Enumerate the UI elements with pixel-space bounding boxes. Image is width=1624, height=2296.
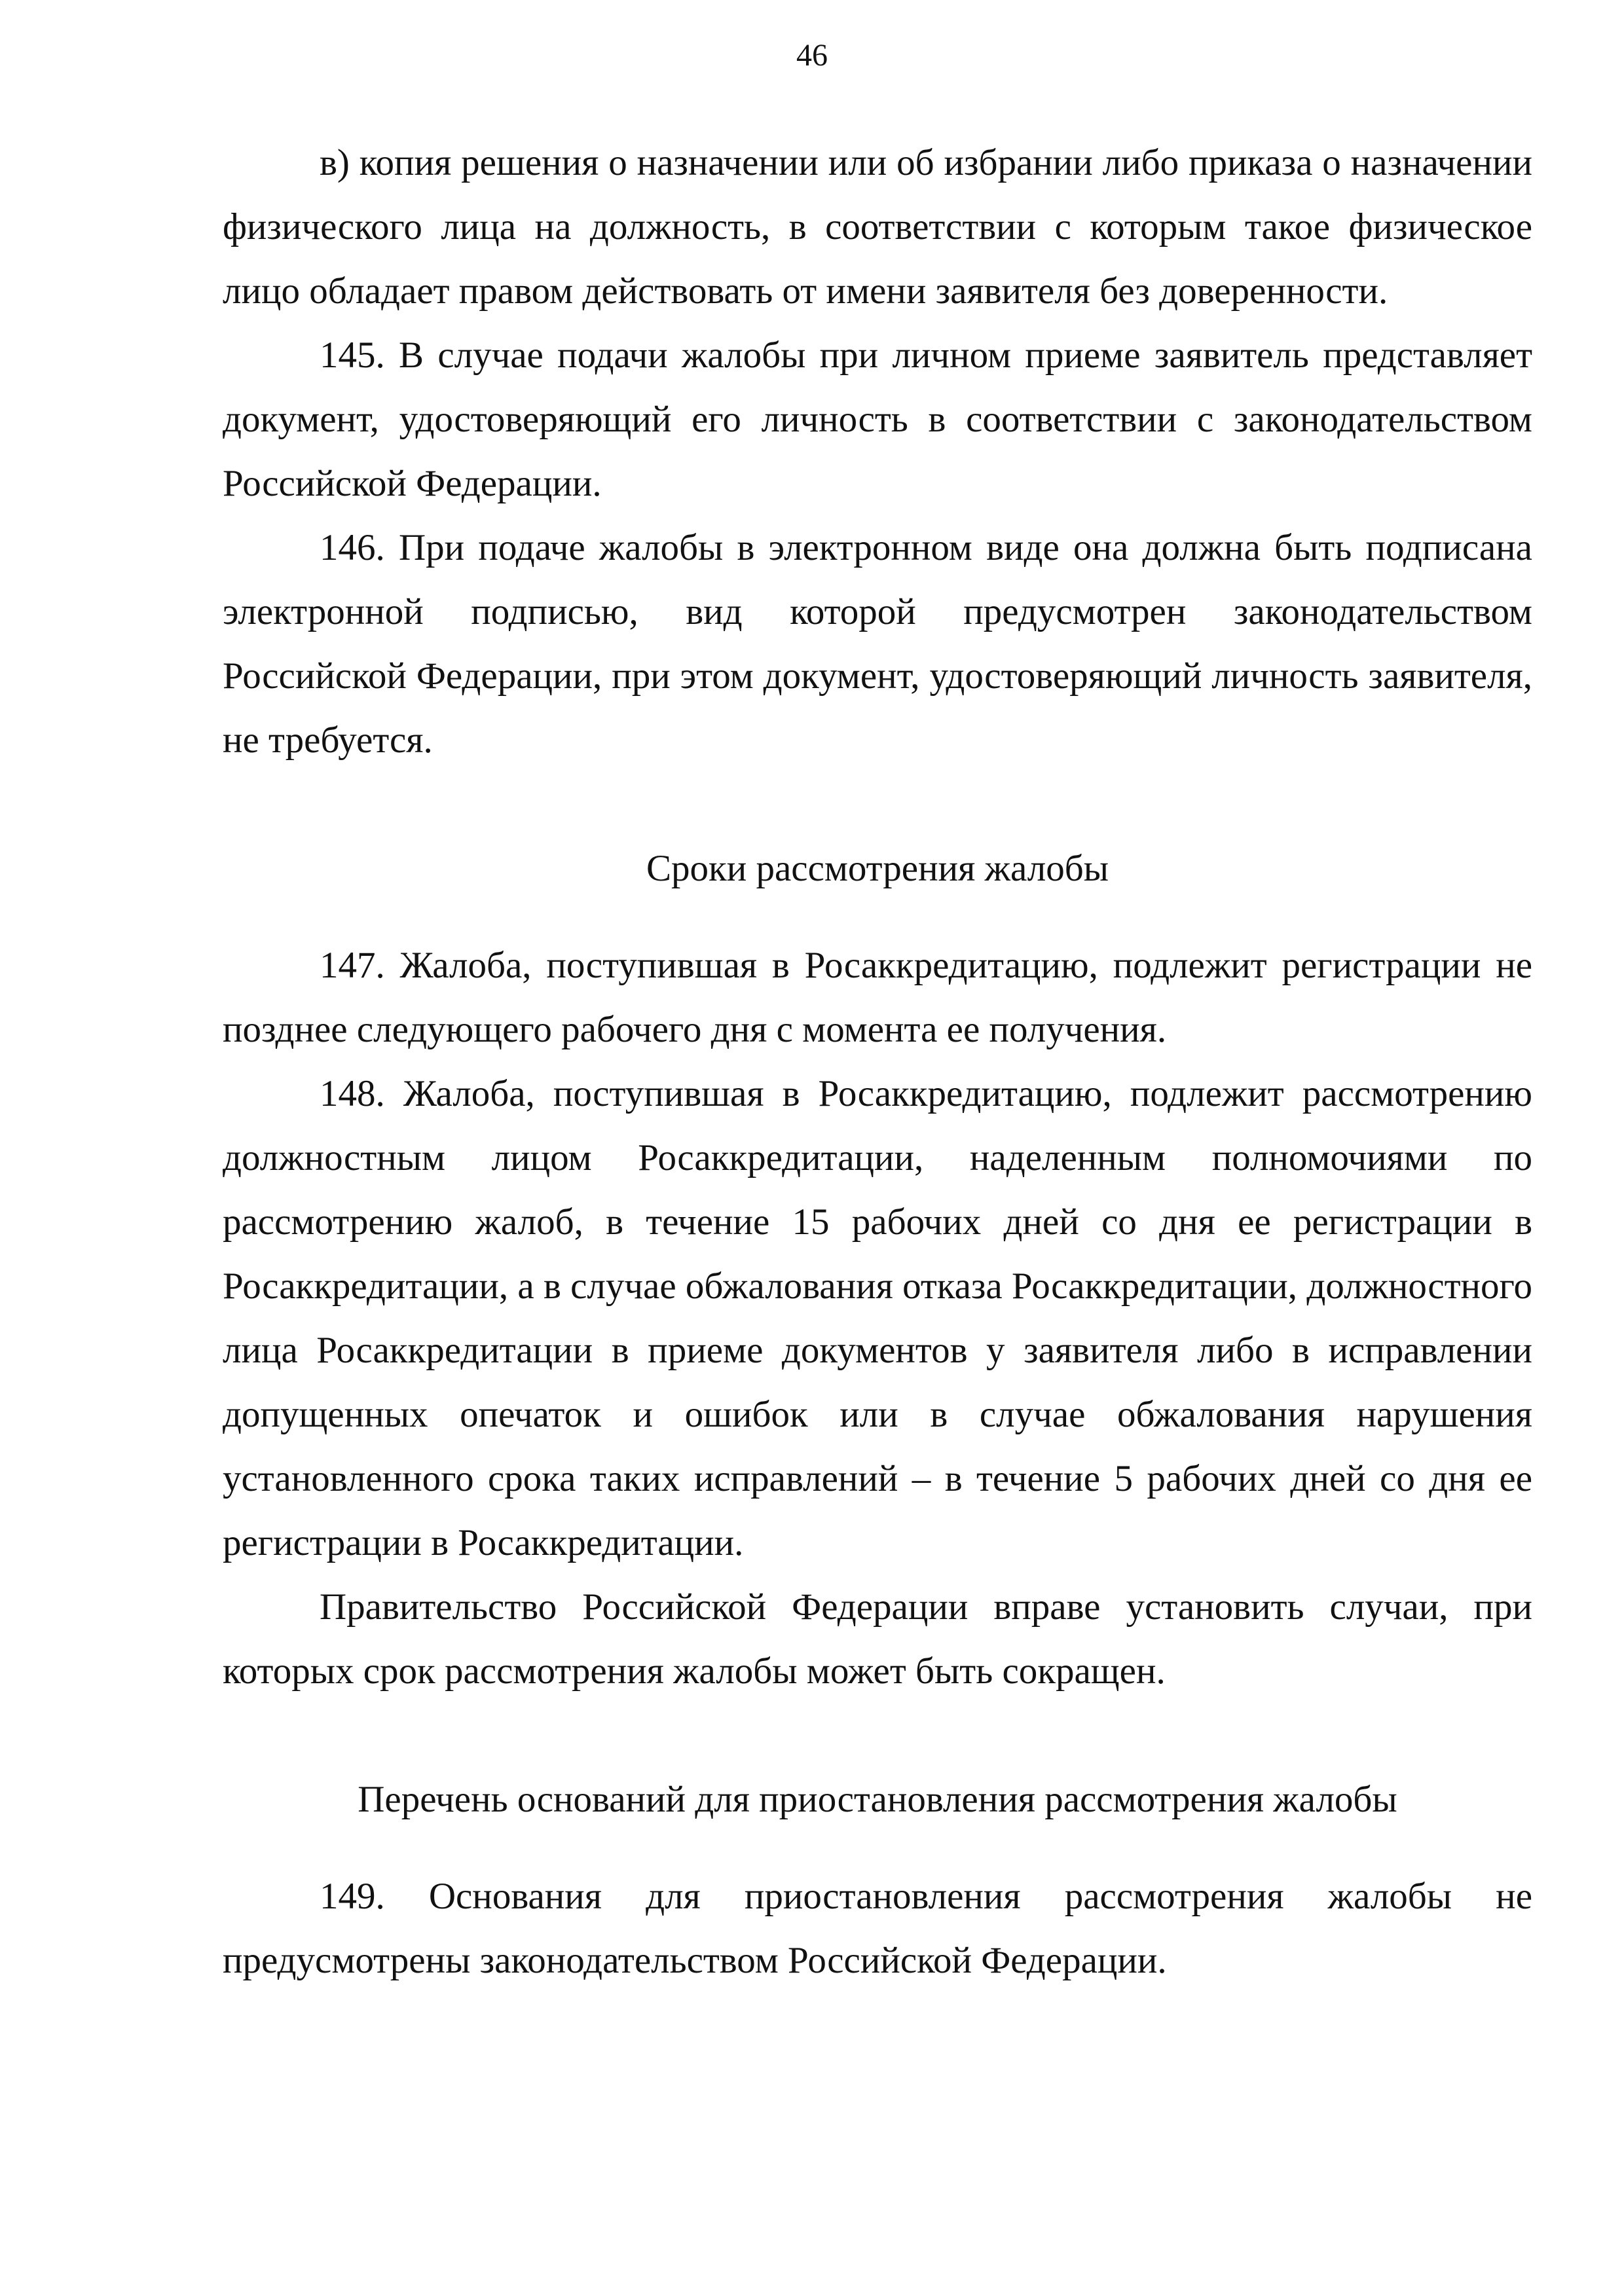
paragraph-149: 149. Основания для приостановления рассмотрения жалобы не предусмотрены законодательством Российской Федерации.	[223, 1876, 1532, 1981]
paragraph-146: 146. При подаче жалобы в электронном виде она должна быть подписана электронной подписью, вид которой предусмотрен законодательством Российской Федерации, при этом документ, удостоверяющий личность заявителя, не требуется.	[223, 527, 1532, 761]
document-body	[223, 131, 1532, 1993]
spacer	[223, 773, 1532, 837]
page-number: 46	[796, 38, 828, 73]
paragraph-147: 147. Жалоба, поступившая в Росаккредитацию, подлежит регистрации не позднее следующего рабочего дня с момента ее получения.	[223, 945, 1532, 1050]
paragraph-government-right: Правительство Российской Федерации вправе установить случаи, при которых срок рассмотрения жалобы может быть сокращен.	[223, 1586, 1532, 1692]
section-heading-suspension-grounds: Перечень оснований для приостановления рассмотрения жалобы	[358, 1779, 1397, 1820]
paragraph-copy-of-decision: в) копия решения о назначении или об избрании либо приказа о назначении физического лица на должность, в соответствии с которым такое физическое лицо обладает правом действовать от имени заявителя без доверенности.	[223, 142, 1532, 312]
paragraph-145: 145. В случае подачи жалобы при личном приеме заявитель представляет документ, удостоверяющий его личность в соответствии с законодательством Российской Федерации.	[223, 335, 1532, 504]
spacer	[223, 1704, 1532, 1768]
paragraph-148: 148. Жалоба, поступившая в Росаккредитацию, подлежит рассмотрению должностным лицом Росаккредитации, наделенным полномочиями по рассмотрению жалоб, в течение 15 рабочих дней со дня ее регистрации в Росаккредитации, а в случае обжалования отказа Росаккредитации, должностного лица Росаккредитации в приеме документов у заявителя либо в исправлении допущенных опечаток и ошибок или в случае обжалования нарушения установленного срока таких исправлений – в течение 5 рабочих дней со дня ее регистрации в Росаккредитации.	[223, 1073, 1532, 1563]
section-heading-review-terms: Сроки рассмотрения жалобы	[646, 848, 1109, 889]
spacer	[223, 1832, 1532, 1865]
spacer	[223, 901, 1532, 934]
